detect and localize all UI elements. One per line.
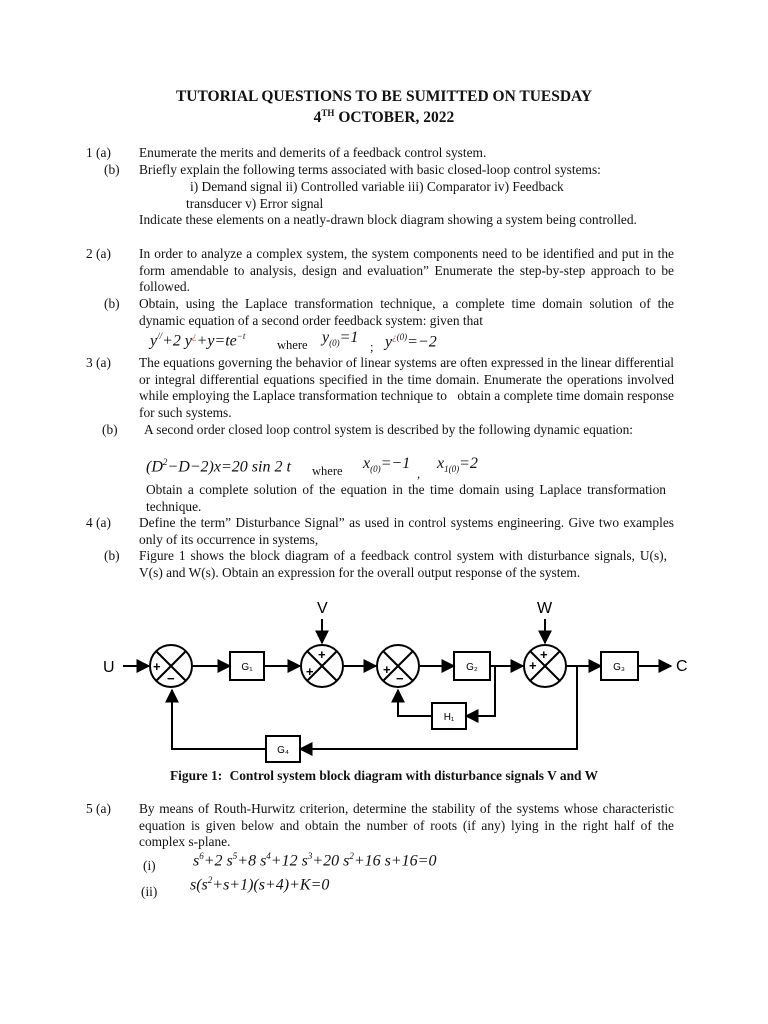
q2b-separator: ; [370,340,374,354]
q3b-equation: $(D^2-D-2)x=20$ sin 2 t [146,457,291,476]
arrow-output-to-g4 [300,666,577,749]
q5ii-equation: $s(s^2+s+1)(s+4)+K=0$ [190,875,330,894]
q3b-number: (b) [102,422,118,437]
q5ii-number: (ii) [141,884,158,899]
q1b-list-line1: i) Demand signal ii) Controlled variable iii) Comparator iv) Feedback [190,179,564,194]
q3b-text: A second order closed loop control system is described by the following dynamic equation: [144,422,634,437]
q5a-text: By means of Routh-Hurwitz criterion, determine the stability of the systems whose characteristic equation is given below and obtain the number of roots (if any) lying in the right half of the complex s-plane. [139,801,674,850]
q3a-text: The equations governing the behavior of linear systems are often expressed in the linear differential or integral differential equations specified in the time domain. Enumerate the operations involved while employing the Laplace transformation technique to obtain a complete time domain response for such systems. [139,355,674,420]
q3b-separator: , [417,467,421,481]
label-g2: G₂ [466,662,478,673]
q1a-text: Enumerate the merits and demerits of a feedback control system. [139,145,487,160]
q5a-number: 5 (a) [86,801,111,816]
sign-plus-4a: + [540,647,548,662]
q2b-equation: y//+2 $y^¿+y=te^{-t}$ [150,331,246,350]
q2b-where: where [277,338,308,352]
label-g4: G₄ [277,745,289,756]
label-c: C [676,658,688,675]
q3b-initial-1: $x_{(0)}=-1$ [363,455,411,475]
arrow-h1-to-sum3 [398,690,432,716]
q3b-where: where [312,464,343,478]
q5i-number: (i) [143,858,156,873]
q2b-text: Obtain, using the Laplace transformation technique, a complete time domain solution of the dynamic equation of a second order feedback system: given that [139,296,674,328]
q2a-number: 2 (a) [86,246,111,261]
date-rest: OCTOBER, 2022 [334,109,455,127]
sign-minus-1: − [167,671,175,686]
label-g3: G₃ [613,662,625,673]
figure-caption-text: Control system block diagram with disturbance signals V and W [229,768,598,783]
q3b-after-text: Obtain a complete solution of the equation in the time domain using Laplace transformation technique. [146,482,666,514]
q1b-text: Briefly explain the following terms associated with basic closed-loop control systems: [139,162,601,177]
label-h1: H₁ [443,712,455,723]
page-title: TUTORIAL QUESTIONS TO BE SUMITTED ON TUESDAY [175,88,593,105]
arrow-g4-to-sum1 [172,690,266,749]
q2b-number: (b) [104,296,120,311]
q4b-text: Figure 1 shows the block diagram of a feedback control system with disturbance signals, U(s), V(s) and W(s). Obtain an expression for the overall output response of the system. [139,548,667,580]
label-v: V [317,600,328,617]
sign-plus-3: + [383,662,391,677]
figure-caption-label: Figure 1: [170,768,223,783]
q2a-text: In order to analyze a complex system, the system components need to be identified and put in the form amendable to analysis, design and evaluation” Enumerate the step-by-step approach to be followed. [139,246,674,295]
q2b-initial-2: $y^{¿(0)}=-2$ [385,332,437,351]
q4a-text: Define the term” Disturbance Signal” as used in control systems engineering. Give two examples only of its occurrence in systems, [139,515,674,547]
sign-plus-1: + [153,659,161,674]
date-suffix: TH [321,108,335,118]
label-w: W [537,600,553,617]
sign-plus-4b: + [529,658,537,673]
date-day: 4 [313,109,322,127]
q5i-equation: $s^6+2$ $s^5+8$ $s^4+12$ $s^3+20$ $s^2+16$ s+16=0 [193,851,437,870]
block-diagram [0,590,768,765]
sign-plus-2a: + [318,647,326,662]
q2b-initial-1: $y_{(0)}=1$ [322,329,359,349]
figure-caption [0,768,768,784]
q4b-number: (b) [104,548,120,563]
q1a-number: 1 (a) [86,145,111,160]
q1b-extra: Indicate these elements on a neatly-drawn block diagram showing a system being controlled. [139,212,637,227]
q3b-initial-2: $x_{1(0)}=2$ [437,455,478,475]
q4a-number: 4 (a) [86,515,111,530]
sign-plus-2b: + [306,664,314,679]
q3a-number: 3 (a) [86,355,111,370]
q1b-list-line2: transducer v) Error signal [186,196,324,211]
page-subtitle [0,108,768,127]
label-g1: G₁ [241,662,253,673]
q1b-number: (b) [104,162,120,177]
sign-minus-3: − [396,671,404,686]
label-u: U [103,659,115,676]
